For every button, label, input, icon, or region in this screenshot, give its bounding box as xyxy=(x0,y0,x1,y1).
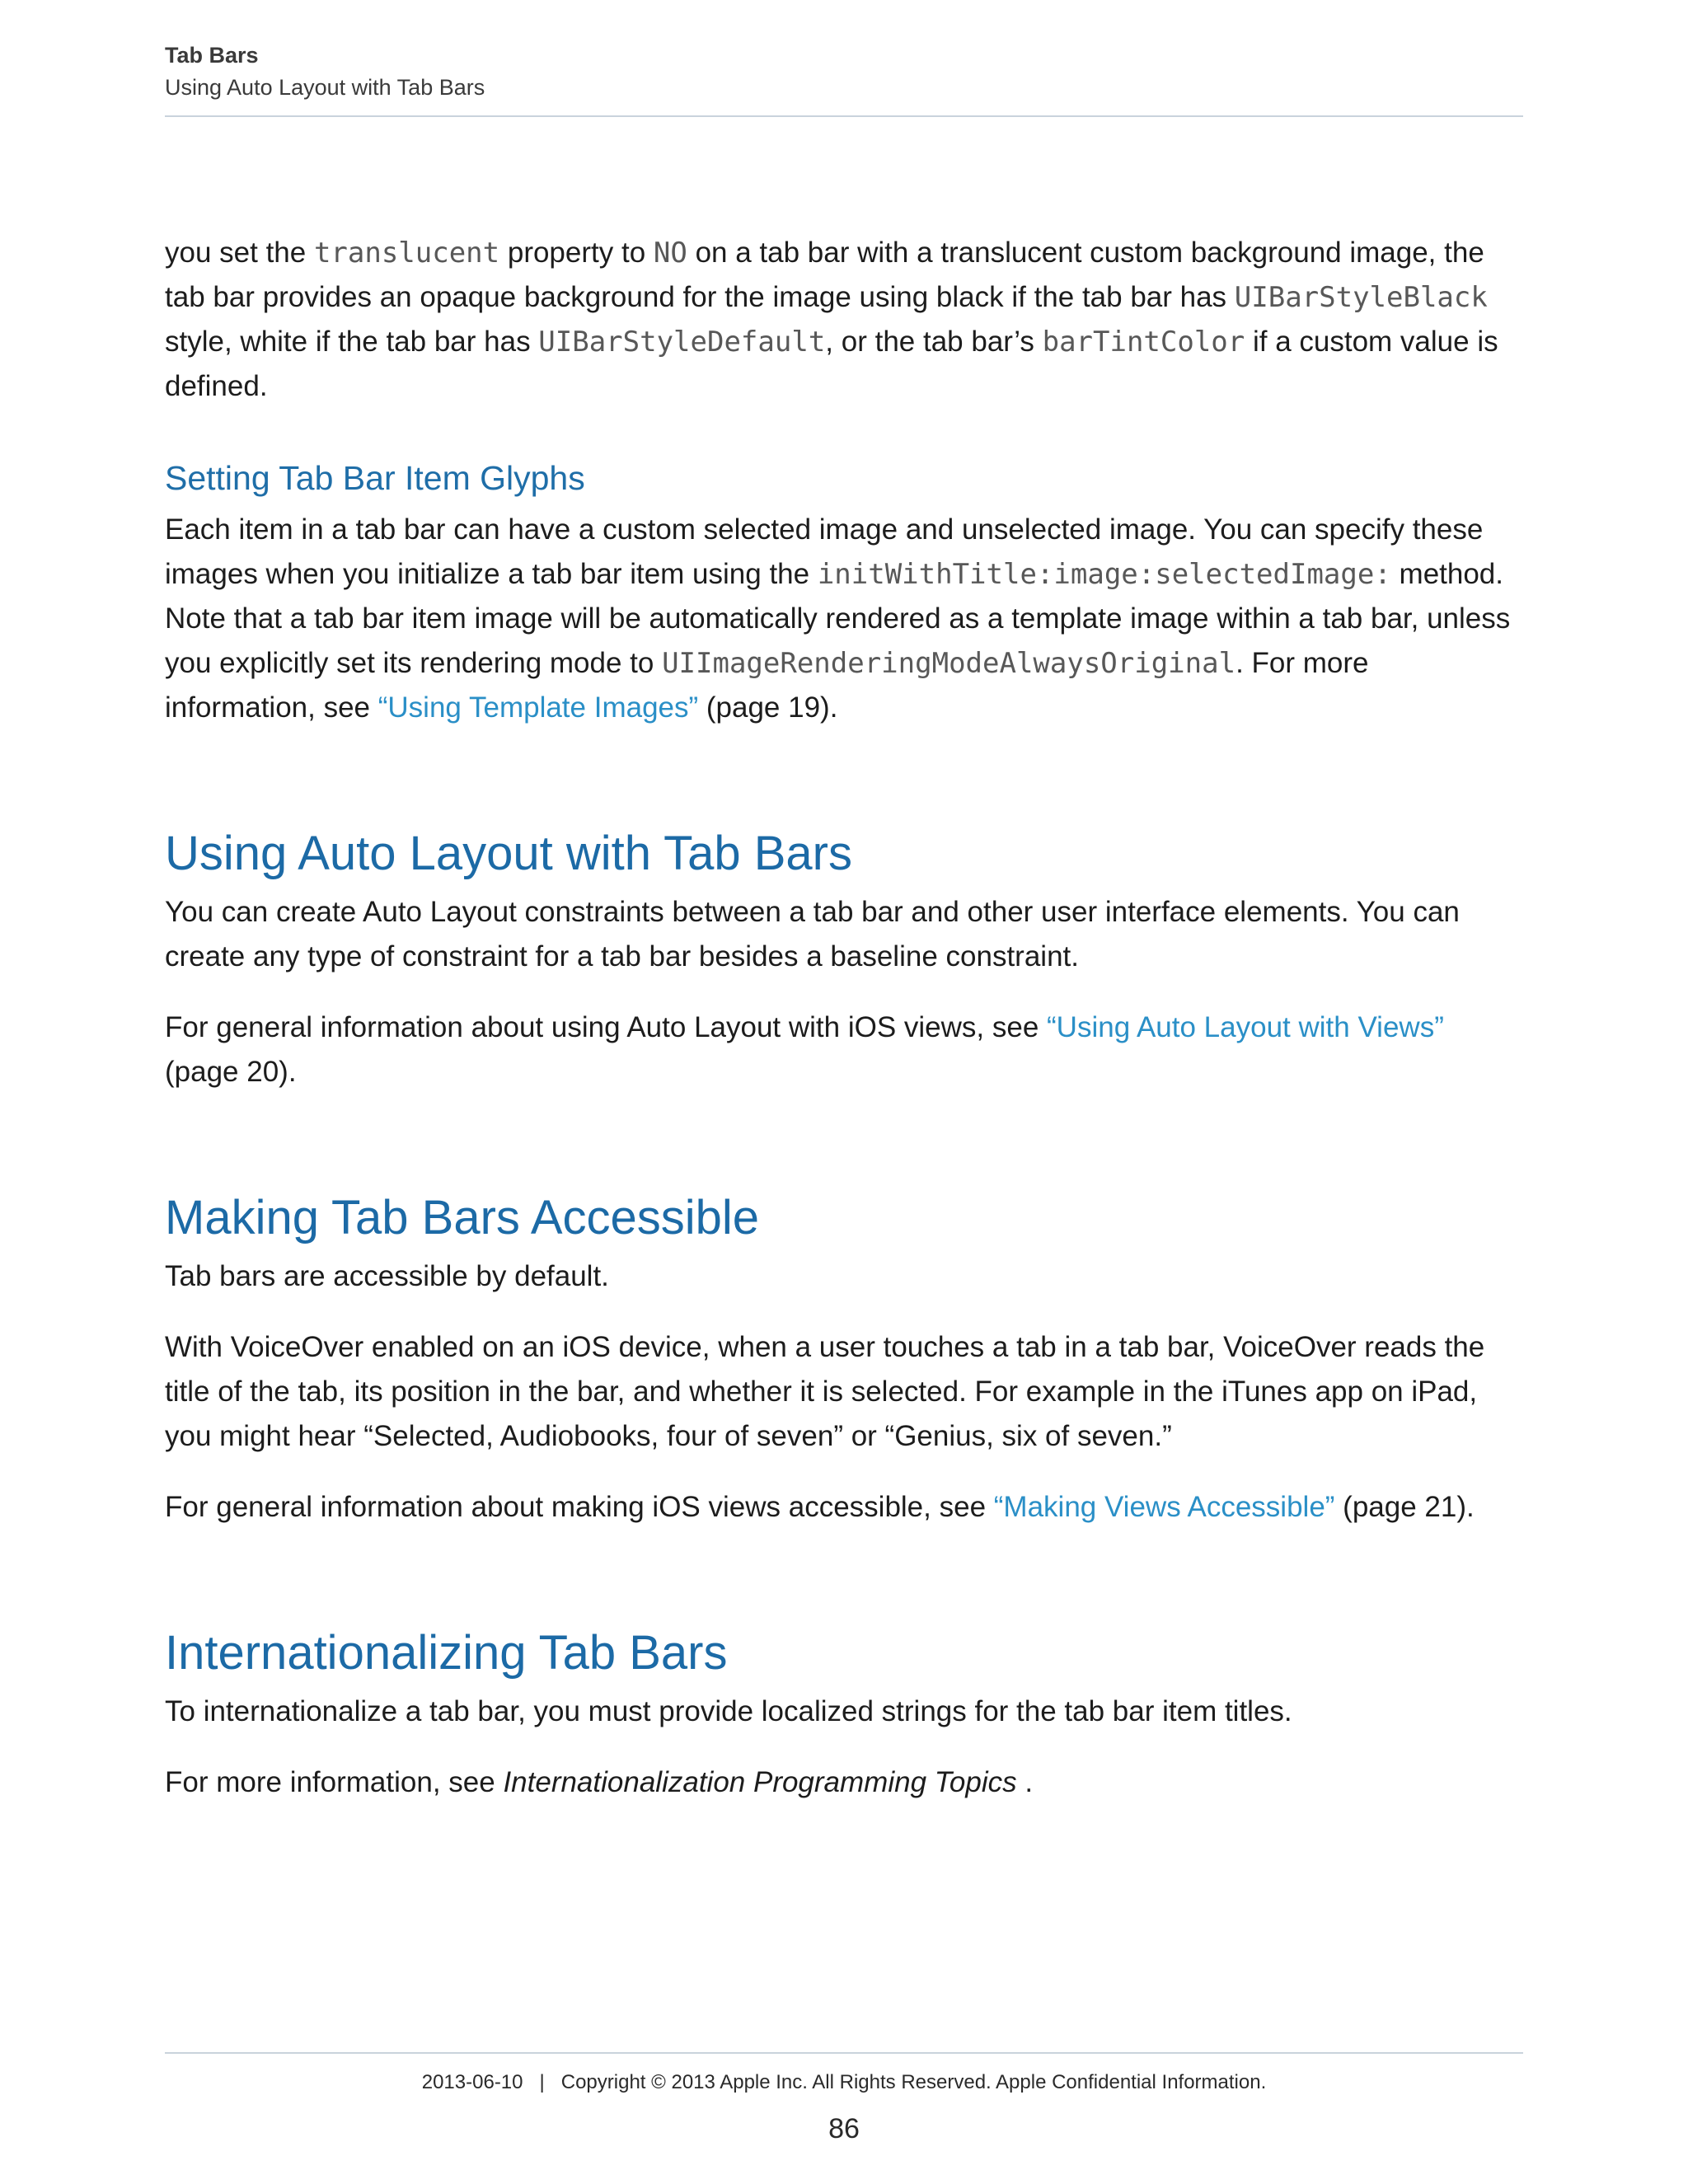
text-run: . xyxy=(1016,1766,1034,1798)
intro-paragraph xyxy=(165,231,1525,409)
heading-accessible: Making Tab Bars Accessible xyxy=(165,1191,760,1244)
chapter-title: Tab Bars xyxy=(165,43,259,68)
section-title: Using Auto Layout with Tab Bars xyxy=(165,75,485,100)
page-number: 86 xyxy=(828,2113,860,2144)
code-renderingmode: UIImageRenderingModeAlwaysOriginal xyxy=(662,647,1236,680)
code-initwithtitle: initWithTitle:image:selectedImage: xyxy=(817,558,1391,591)
accessible-paragraph-3 xyxy=(165,1485,1525,1530)
text-run: . For more information, see xyxy=(165,647,1369,724)
auto-layout-paragraph-1: You can create Auto Layout constraints between a tab bar and other user interface elements. You can create any type of constraint for a tab bar besides a baseline constraint. xyxy=(165,896,1460,972)
text-run: on a tab bar with a translucent custom background image, the tab bar provides an opaque background for the image using black if the tab bar has xyxy=(165,237,1484,313)
copyright-line: 2013-06-10 | Copyright © 2013 Apple Inc. All Rights Reserved. Apple Confidential Information. xyxy=(421,2071,1267,2093)
text-run: property to xyxy=(499,237,654,269)
text-run: (page 21). xyxy=(1334,1491,1475,1523)
auto-layout-paragraph-2 xyxy=(165,1005,1525,1094)
page-header xyxy=(165,40,1523,117)
text-run: if a custom value is defined. xyxy=(165,326,1498,402)
code-uibarstyledefault: UIBarStyleDefault xyxy=(538,326,826,359)
text-run: , or the tab bar’s xyxy=(825,326,1043,358)
link-using-auto-layout-with-views[interactable]: “Using Auto Layout with Views” xyxy=(1047,1011,1444,1043)
text-run: For general information about making iOS views accessible, see xyxy=(165,1491,994,1523)
text-run: (page 19). xyxy=(698,691,838,724)
heading-internationalizing: Internationalizing Tab Bars xyxy=(165,1626,728,1680)
i18n-paragraph-1: To internationalize a tab bar, you must provide localized strings for the tab bar item titles. xyxy=(165,1695,1292,1727)
text-run: style, white if the tab bar has xyxy=(165,326,539,358)
page-footer xyxy=(165,2052,1523,2145)
code-bartintcolor: barTintColor xyxy=(1042,326,1245,359)
text-run: you set the xyxy=(165,237,314,269)
accessible-paragraph-2: With VoiceOver enabled on an iOS device, when a user touches a tab in a tab bar, VoiceOver reads the title of the tab, its position in the bar, and whether it is selected. For example in the iTunes app on iPad, you might hear “Selected, Audiobooks, four of seven” or “Genius, six of seven.” xyxy=(165,1331,1485,1452)
glyphs-paragraph xyxy=(165,508,1525,730)
text-run: method. Note that a tab bar item image will be automatically rendered as a template image within a tab bar, unless you explicitly set its rendering mode to xyxy=(165,558,1511,679)
heading-auto-layout: Using Auto Layout with Tab Bars xyxy=(165,827,852,880)
code-uibarstyleblack: UIBarStyleBlack xyxy=(1234,281,1488,314)
text-run: (page 20). xyxy=(165,1056,297,1088)
link-using-template-images[interactable]: “Using Template Images” xyxy=(377,691,699,724)
text-run: Each item in a tab bar can have a custom selected image and unselected image. You can specify these images when you initialize a tab bar item using the xyxy=(165,513,1484,590)
link-making-views-accessible[interactable]: “Making Views Accessible” xyxy=(993,1491,1335,1523)
book-title: Internationalization Programming Topics xyxy=(503,1766,1017,1798)
i18n-paragraph-2 xyxy=(165,1760,1525,1805)
text-run: For general information about using Auto Layout with iOS views, see xyxy=(165,1011,1048,1043)
subheading-glyphs: Setting Tab Bar Item Glyphs xyxy=(165,459,585,497)
code-translucent: translucent xyxy=(313,237,500,269)
code-no: NO xyxy=(653,237,687,269)
accessible-paragraph-1: Tab bars are accessible by default. xyxy=(165,1260,609,1292)
main-content xyxy=(165,231,1525,1805)
text-run: For more information, see xyxy=(165,1766,504,1798)
